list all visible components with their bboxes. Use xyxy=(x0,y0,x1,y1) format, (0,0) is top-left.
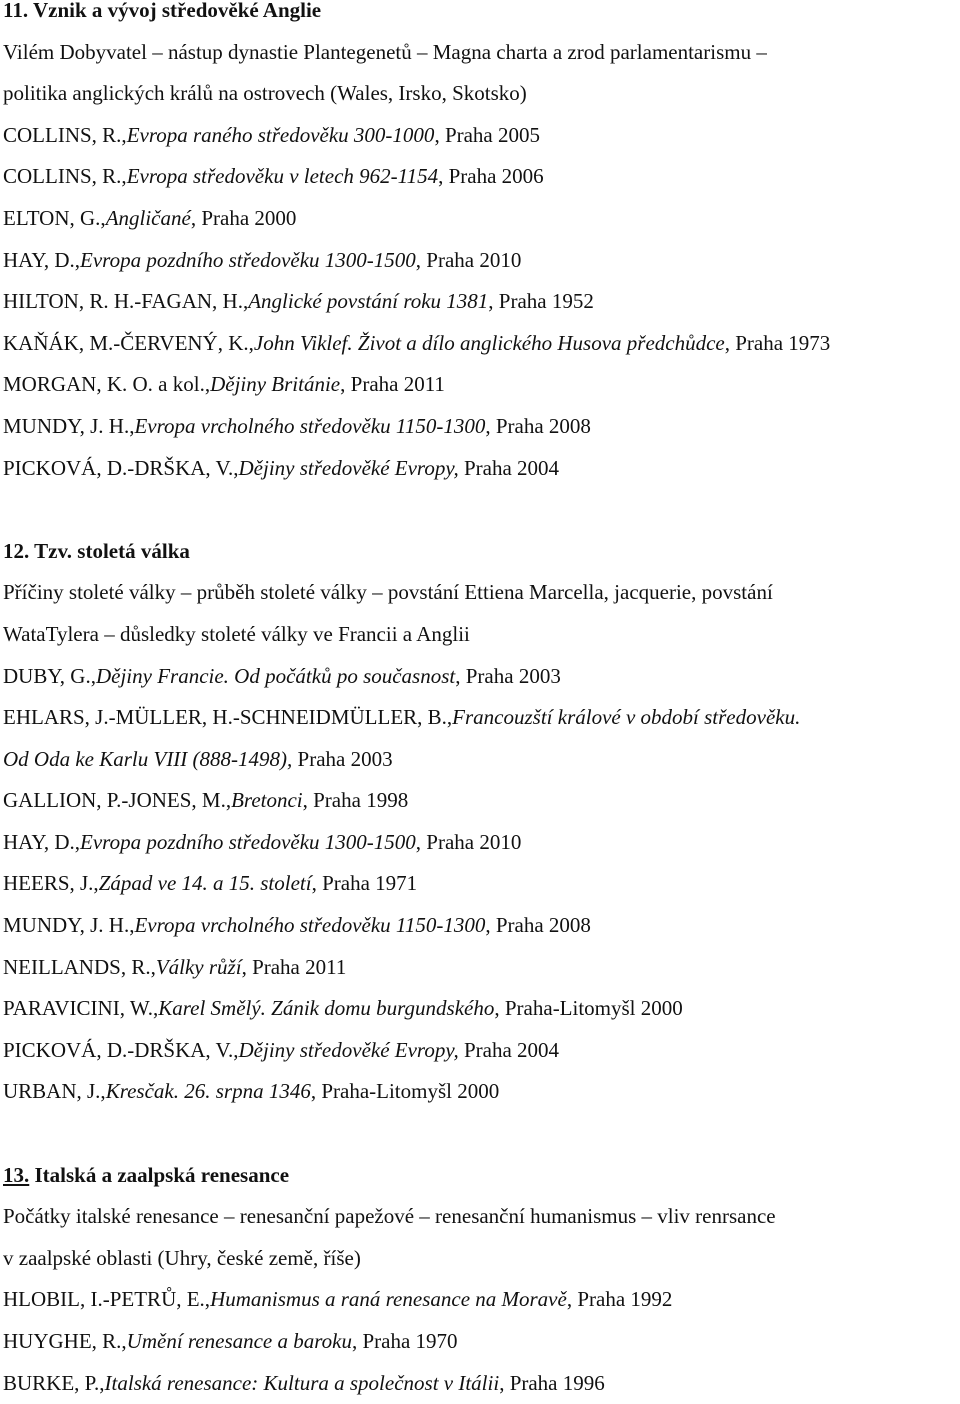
section-heading-12 xyxy=(3,531,953,573)
reference-entry xyxy=(3,1030,953,1072)
reference-author: HUYGHE, R., xyxy=(3,1329,127,1353)
reference-author: URBAN, J., xyxy=(3,1079,106,1104)
reference-title: Dějiny středověké Evropy, xyxy=(238,1037,459,1062)
reference-author: BURKE, P., xyxy=(3,1370,105,1395)
reference-author: EHLARS, J.-MÜLLER, H.-SCHNEIDMÜLLER, B., xyxy=(3,705,453,730)
reference-publication: , Praha 1952 xyxy=(488,289,594,314)
section-spacer xyxy=(3,1113,953,1155)
reference-entry xyxy=(3,115,953,157)
reference-title: Francouzští králové v období středověku. xyxy=(452,705,801,730)
reference-entry xyxy=(3,281,953,323)
document-page xyxy=(3,0,953,1404)
reference-title: Karel Smělý. Zánik domu burgundského xyxy=(158,996,495,1021)
reference-entry xyxy=(3,822,953,864)
reference-entry xyxy=(3,240,953,282)
reference-author: MUNDY, J. H., xyxy=(3,413,135,438)
reference-entry xyxy=(3,947,953,989)
reference-title: Humanismus a raná renesance na Moravě xyxy=(210,1287,567,1312)
reference-title: Dějiny Británie xyxy=(210,372,341,397)
reference-title: Dějiny Francie. Od počátků po současnost xyxy=(95,663,456,688)
reference-publication: , Praha 1973 xyxy=(724,330,831,355)
reference-publication: , Praha 2010 xyxy=(415,247,522,272)
reference-entry xyxy=(3,1363,953,1404)
reference-entry xyxy=(3,198,953,240)
reference-title: Evropa středověku v letech 962-1154 xyxy=(126,164,439,189)
reference-entry xyxy=(3,905,953,947)
reference-author: HAY, D., xyxy=(3,247,81,272)
reference-author: KAŇÁK, M.-ČERVENÝ, K., xyxy=(3,330,254,355)
section-intro-line: Počátky italské renesance – renesanční papežové – renesanční humanismus – vliv renrsance xyxy=(3,1204,776,1229)
reference-publication: Praha 2004 xyxy=(458,455,560,480)
reference-author: HAY, D., xyxy=(3,829,81,854)
reference-entry xyxy=(3,697,953,739)
reference-publication: , Praha 2011 xyxy=(241,954,347,979)
section-intro-line: Příčiny stoleté války – průběh stoleté války – povstání Ettiena Marcella, jacquerie, povstání xyxy=(3,580,773,605)
reference-entry xyxy=(3,780,953,822)
reference-title: Od Oda ke Karlu VIII (888-1498), xyxy=(3,746,293,771)
reference-title: Evropa raného středověku 300-1000 xyxy=(126,122,435,147)
reference-entry xyxy=(3,156,953,198)
reference-author: MORGAN, K. O. a kol., xyxy=(3,372,211,397)
reference-title: Války růží xyxy=(155,954,242,979)
reference-author: HILTON, R. H.-FAGAN, H., xyxy=(3,289,249,314)
reference-publication: , Praha 1998 xyxy=(302,788,409,813)
reference-author: COLLINS, R., xyxy=(3,122,127,147)
section-spacer xyxy=(3,489,953,531)
reference-publication: , Praha 1996 xyxy=(499,1370,605,1395)
reference-publication: Praha 2004 xyxy=(458,1037,560,1062)
reference-publication: , Praha 2008 xyxy=(485,913,591,938)
reference-entry xyxy=(3,323,953,365)
section-intro-line: politika anglických králů na ostrovech (Wales, Irsko, Skotsko) xyxy=(3,81,527,106)
reference-title: Evropa pozdního středověku 1300-1500 xyxy=(80,829,416,854)
reference-author: GALLION, P.-JONES, M., xyxy=(3,788,232,813)
reference-entry xyxy=(3,448,953,490)
reference-publication: , Praha 2006 xyxy=(438,164,544,189)
reference-title: John Viklef. Život a dílo anglického Husova předchůdce xyxy=(253,330,725,355)
reference-entry xyxy=(3,364,953,406)
reference-publication: , Praha-Litomyšl 2000 xyxy=(310,1079,500,1104)
reference-entry xyxy=(3,1279,953,1321)
reference-publication: Praha 2003 xyxy=(292,746,393,771)
reference-publication: , Praha 2003 xyxy=(455,663,561,688)
section-title: Tzv. stoletá válka xyxy=(29,538,190,563)
reference-author: COLLINS, R., xyxy=(3,164,127,189)
reference-author: PICKOVÁ, D.-DRŠKA, V., xyxy=(3,1037,239,1062)
reference-publication: , Praha 1992 xyxy=(566,1287,673,1312)
reference-author: HEERS, J., xyxy=(3,871,99,896)
reference-publication: , Praha 2010 xyxy=(415,829,522,854)
reference-author: NEILLANDS, R., xyxy=(3,954,156,979)
reference-title: Umění renesance a baroku xyxy=(126,1329,352,1353)
reference-author: ELTON, G., xyxy=(3,205,106,230)
reference-publication: , Praha 2008 xyxy=(485,413,591,438)
reference-author: PARAVICINI, W., xyxy=(3,996,159,1021)
reference-entry xyxy=(3,406,953,448)
reference-title: Bretonci xyxy=(231,788,303,813)
reference-title: Evropa pozdního středověku 1300-1500 xyxy=(80,247,416,272)
reference-publication: , Praha 2000 xyxy=(190,205,297,230)
reference-title: Anglické povstání roku 1381 xyxy=(248,289,489,314)
reference-title: Evropa vrcholného středověku 1150-1300 xyxy=(134,913,486,938)
reference-entry xyxy=(3,1321,953,1363)
reference-title: Kresčak. 26. srpna 1346 xyxy=(105,1079,311,1104)
section-heading-11: 11. Vznik a vývoj středověké Anglie xyxy=(3,0,322,22)
reference-author: PICKOVÁ, D.-DRŠKA, V., xyxy=(3,455,239,480)
section-number: 12. xyxy=(3,538,30,563)
reference-entry xyxy=(3,739,953,781)
reference-title: Angličané xyxy=(105,205,191,230)
reference-entry xyxy=(3,1071,953,1113)
section-number: 13. xyxy=(3,1162,30,1187)
reference-title: Západ ve 14. a 15. století xyxy=(98,871,312,896)
reference-publication: , Praha 2011 xyxy=(340,372,445,397)
reference-title: Evropa vrcholného středověku 1150-1300 xyxy=(134,413,486,438)
reference-entry xyxy=(3,656,953,698)
reference-publication: , Praha 1971 xyxy=(311,871,418,896)
reference-author: HLOBIL, I.-PETRŮ, E., xyxy=(3,1287,211,1312)
section-intro-line: Vilém Dobyvatel – nástup dynastie Plantegenetů – Magna charta a zrod parlamentarismu – xyxy=(3,39,767,64)
reference-entry xyxy=(3,988,953,1030)
reference-author: DUBY, G., xyxy=(3,663,96,688)
section-intro-line: WataTylera – důsledky stoleté války ve Francii a Anglii xyxy=(3,621,470,646)
reference-publication: , Praha 1970 xyxy=(351,1329,458,1353)
reference-publication: , Praha-Litomyšl 2000 xyxy=(494,996,683,1021)
reference-author: MUNDY, J. H., xyxy=(3,913,135,938)
section-heading-13 xyxy=(3,1155,953,1197)
reference-title: Italská renesance: Kultura a společnost v Itálii xyxy=(104,1370,500,1395)
section-title: Italská a zaalpská renesance xyxy=(29,1162,290,1187)
section-intro-line: v zaalpské oblasti (Uhry, české země, říše) xyxy=(3,1245,361,1270)
reference-publication: , Praha 2005 xyxy=(434,122,541,147)
reference-entry xyxy=(3,863,953,905)
reference-title: Dějiny středověké Evropy, xyxy=(238,455,459,480)
